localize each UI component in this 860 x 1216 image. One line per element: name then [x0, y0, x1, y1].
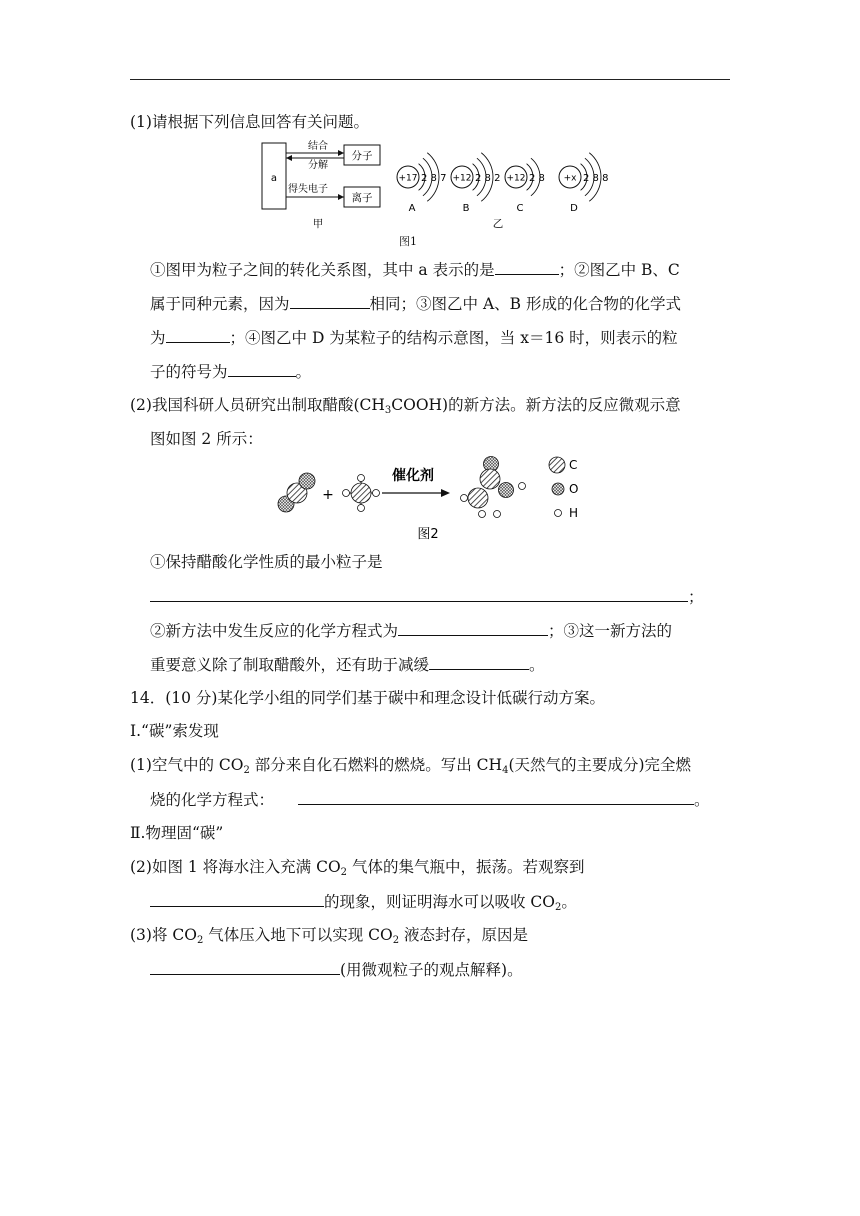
q1-l4-text-a: 子的符号为: [150, 363, 228, 381]
box-a-label: a: [270, 173, 278, 184]
atom-diagram-a: [397, 153, 446, 214]
section-1-heading: Ⅰ.“碳”索发现: [130, 722, 219, 740]
q14-p3-sub2: 2: [392, 935, 400, 946]
legend-h: H: [569, 506, 579, 520]
figure-1: [258, 135, 618, 235]
nucleus-charge: +12: [506, 173, 526, 184]
arrow-combine-label: 结合: [308, 141, 328, 152]
q14-p1-a: (1)空气中的 CO: [130, 756, 244, 774]
q14-p2-l2-sub: 2: [555, 902, 562, 913]
q14-p1-sub: 2: [243, 765, 250, 776]
q1-intro: (1)请根据下列信息回答有关问题。: [130, 113, 369, 131]
arrow-electron-label: 得失电子: [288, 184, 328, 195]
label-yi: 乙: [492, 218, 504, 230]
q2-l1-text-a: (2)我国科研人员研究出制取醋酸(CH: [130, 396, 385, 414]
catalyst-label: 催化剂: [392, 468, 434, 484]
shell-electrons: 2 8: [529, 173, 545, 184]
answer-blank-7[interactable]: [429, 654, 529, 670]
q14-p1-b: 部分来自化石燃料的燃烧。写出 CH: [249, 756, 503, 774]
q1-line-4: [150, 361, 311, 382]
ion-box: 离子: [351, 192, 373, 204]
q14-p2-l2-b: 。: [561, 893, 577, 911]
q14-p2-line-2: [150, 891, 577, 912]
q1-l3-text-b: ；④图乙中 D 为某粒子的结构示意图，当 x＝16 时，则表示的粒: [229, 329, 678, 347]
q2-sub-3: 3: [384, 405, 392, 416]
atom-diagram-d: [559, 153, 608, 214]
q2-line-1: [130, 395, 681, 415]
q1-line-2: [150, 293, 681, 314]
q2-l1-text-b: COOH)的新方法。新方法的反应微观示意: [391, 396, 681, 414]
atom-diagram-b: [451, 153, 500, 214]
q2-line-2: 图如图 2 所示：: [150, 430, 263, 448]
q1-l1-text-a: ①图甲为粒子之间的转化关系图，其中 a 表示的是: [150, 261, 495, 279]
label-jia: 甲: [312, 218, 324, 230]
q1-l2-text-a: 属于同种元素，因为: [150, 295, 290, 313]
q14-p2-a: (2)如图 1 将海水注入充满 CO: [130, 858, 341, 876]
q14-p2-b: 气体的集气瓶中，振荡。若观察到: [347, 858, 585, 876]
answer-blank-10[interactable]: [150, 959, 340, 975]
plus-sign: +: [322, 487, 334, 503]
q14-p3-sub: 2: [196, 935, 204, 946]
q1-l2-text-b: 相同；③图乙中 A、B 形成的化合物的化学式: [369, 295, 681, 313]
legend-c: C: [569, 458, 578, 472]
reaction-arrow-icon: [441, 489, 450, 497]
q2-sub-1-answer: [150, 586, 704, 607]
diagram-yi: [397, 153, 608, 214]
figure-2: [270, 450, 600, 546]
q2-sub-3-line: [150, 654, 545, 675]
diagram-jia: [262, 139, 380, 230]
legend-o: O: [569, 482, 579, 496]
q1-line-1: [150, 259, 680, 280]
legend-carbon-icon: [549, 457, 565, 473]
acetic-acid-molecule: [461, 457, 526, 518]
answer-blank-4[interactable]: [228, 361, 296, 377]
q14-title: 14．(10 分)某化学小组的同学们基于碳中和理念设计低碳行动方案。: [130, 689, 605, 707]
answer-blank-5[interactable]: [150, 586, 688, 602]
shell-electrons: 2 8 7: [421, 173, 447, 184]
co2-molecule: [278, 473, 315, 512]
answer-blank-2[interactable]: [290, 293, 370, 309]
q14-p1-l2-b: 。: [694, 791, 710, 809]
atom-label: A: [408, 203, 416, 214]
shell-electrons: 2 8 8: [583, 173, 609, 184]
header-rule: [130, 79, 730, 80]
q2-s2-text-a: ②新方法中发生反应的化学方程式为: [150, 622, 399, 640]
q14-p3-l2: (用微观粒子的观点解释)。: [340, 961, 523, 979]
atom-label: D: [570, 203, 578, 214]
ch4-molecule: [343, 475, 380, 512]
nucleus-charge: +17: [398, 173, 418, 184]
q1-l4-text-b: 。: [295, 363, 312, 381]
figure-2-caption: 图2: [417, 527, 439, 542]
atom-label: B: [462, 203, 470, 214]
q14-p1-line-1: [130, 755, 691, 775]
q1-l1-text-b: ；②图乙中 B、C: [558, 261, 680, 279]
nucleus-charge: +x: [563, 173, 577, 184]
arrow-decompose-label: 分解: [308, 160, 328, 171]
q14-p3-b: 气体压入地下可以实现 CO: [203, 926, 393, 944]
q14-p3-c: 液态封存，原因是: [399, 926, 529, 944]
answer-blank-8[interactable]: [298, 789, 694, 805]
atom-label: C: [516, 203, 524, 214]
q14-p2-l2-a: 的现象，则证明海水可以吸收 CO: [324, 893, 555, 911]
q14-p1-line-2: [150, 789, 710, 810]
q14-p3-line-1: [130, 925, 528, 945]
q14-p3-a: (3)将 CO: [130, 926, 197, 944]
shell-electrons: 2 8 2: [475, 173, 501, 184]
q14-p1-sub2: 4: [502, 765, 509, 776]
section-2-heading: Ⅱ.物理固“碳”: [130, 824, 224, 842]
figure-1-caption: 图1: [399, 235, 417, 248]
legend: [549, 457, 578, 520]
q1-line-3: [150, 327, 678, 348]
q14-p3-line-2: [150, 959, 523, 980]
q2-s3-text-a: 重要意义除了制取醋酸外，还有助于减缓: [150, 656, 430, 674]
answer-blank-9[interactable]: [150, 891, 324, 907]
q2-sub-1: ①保持醋酸化学性质的最小粒子是: [150, 553, 383, 571]
legend-oxygen-icon: [552, 483, 564, 495]
q14-p1-c: (天然气的主要成分)完全燃: [508, 756, 692, 774]
q2-sub-2: [150, 620, 672, 641]
q14-p1-l2-a: 烧的化学方程式：: [150, 791, 275, 809]
answer-blank-1[interactable]: [495, 259, 559, 275]
legend-hydrogen-icon: [555, 510, 562, 517]
molecule-box: 分子: [351, 150, 373, 162]
atom-diagram-c: [505, 158, 545, 214]
q2-s2-text-b: ；③这一新方法的: [548, 622, 673, 640]
q2-sub-1-end: ；: [688, 588, 704, 606]
q14-p2-line-1: [130, 857, 584, 877]
answer-blank-6[interactable]: [398, 620, 548, 636]
answer-blank-3[interactable]: [166, 327, 230, 343]
q1-l3-text-a: 为: [150, 329, 166, 347]
q14-p2-sub: 2: [340, 867, 348, 878]
nucleus-charge: +12: [452, 173, 472, 184]
q2-s3-text-b: 。: [529, 656, 545, 674]
